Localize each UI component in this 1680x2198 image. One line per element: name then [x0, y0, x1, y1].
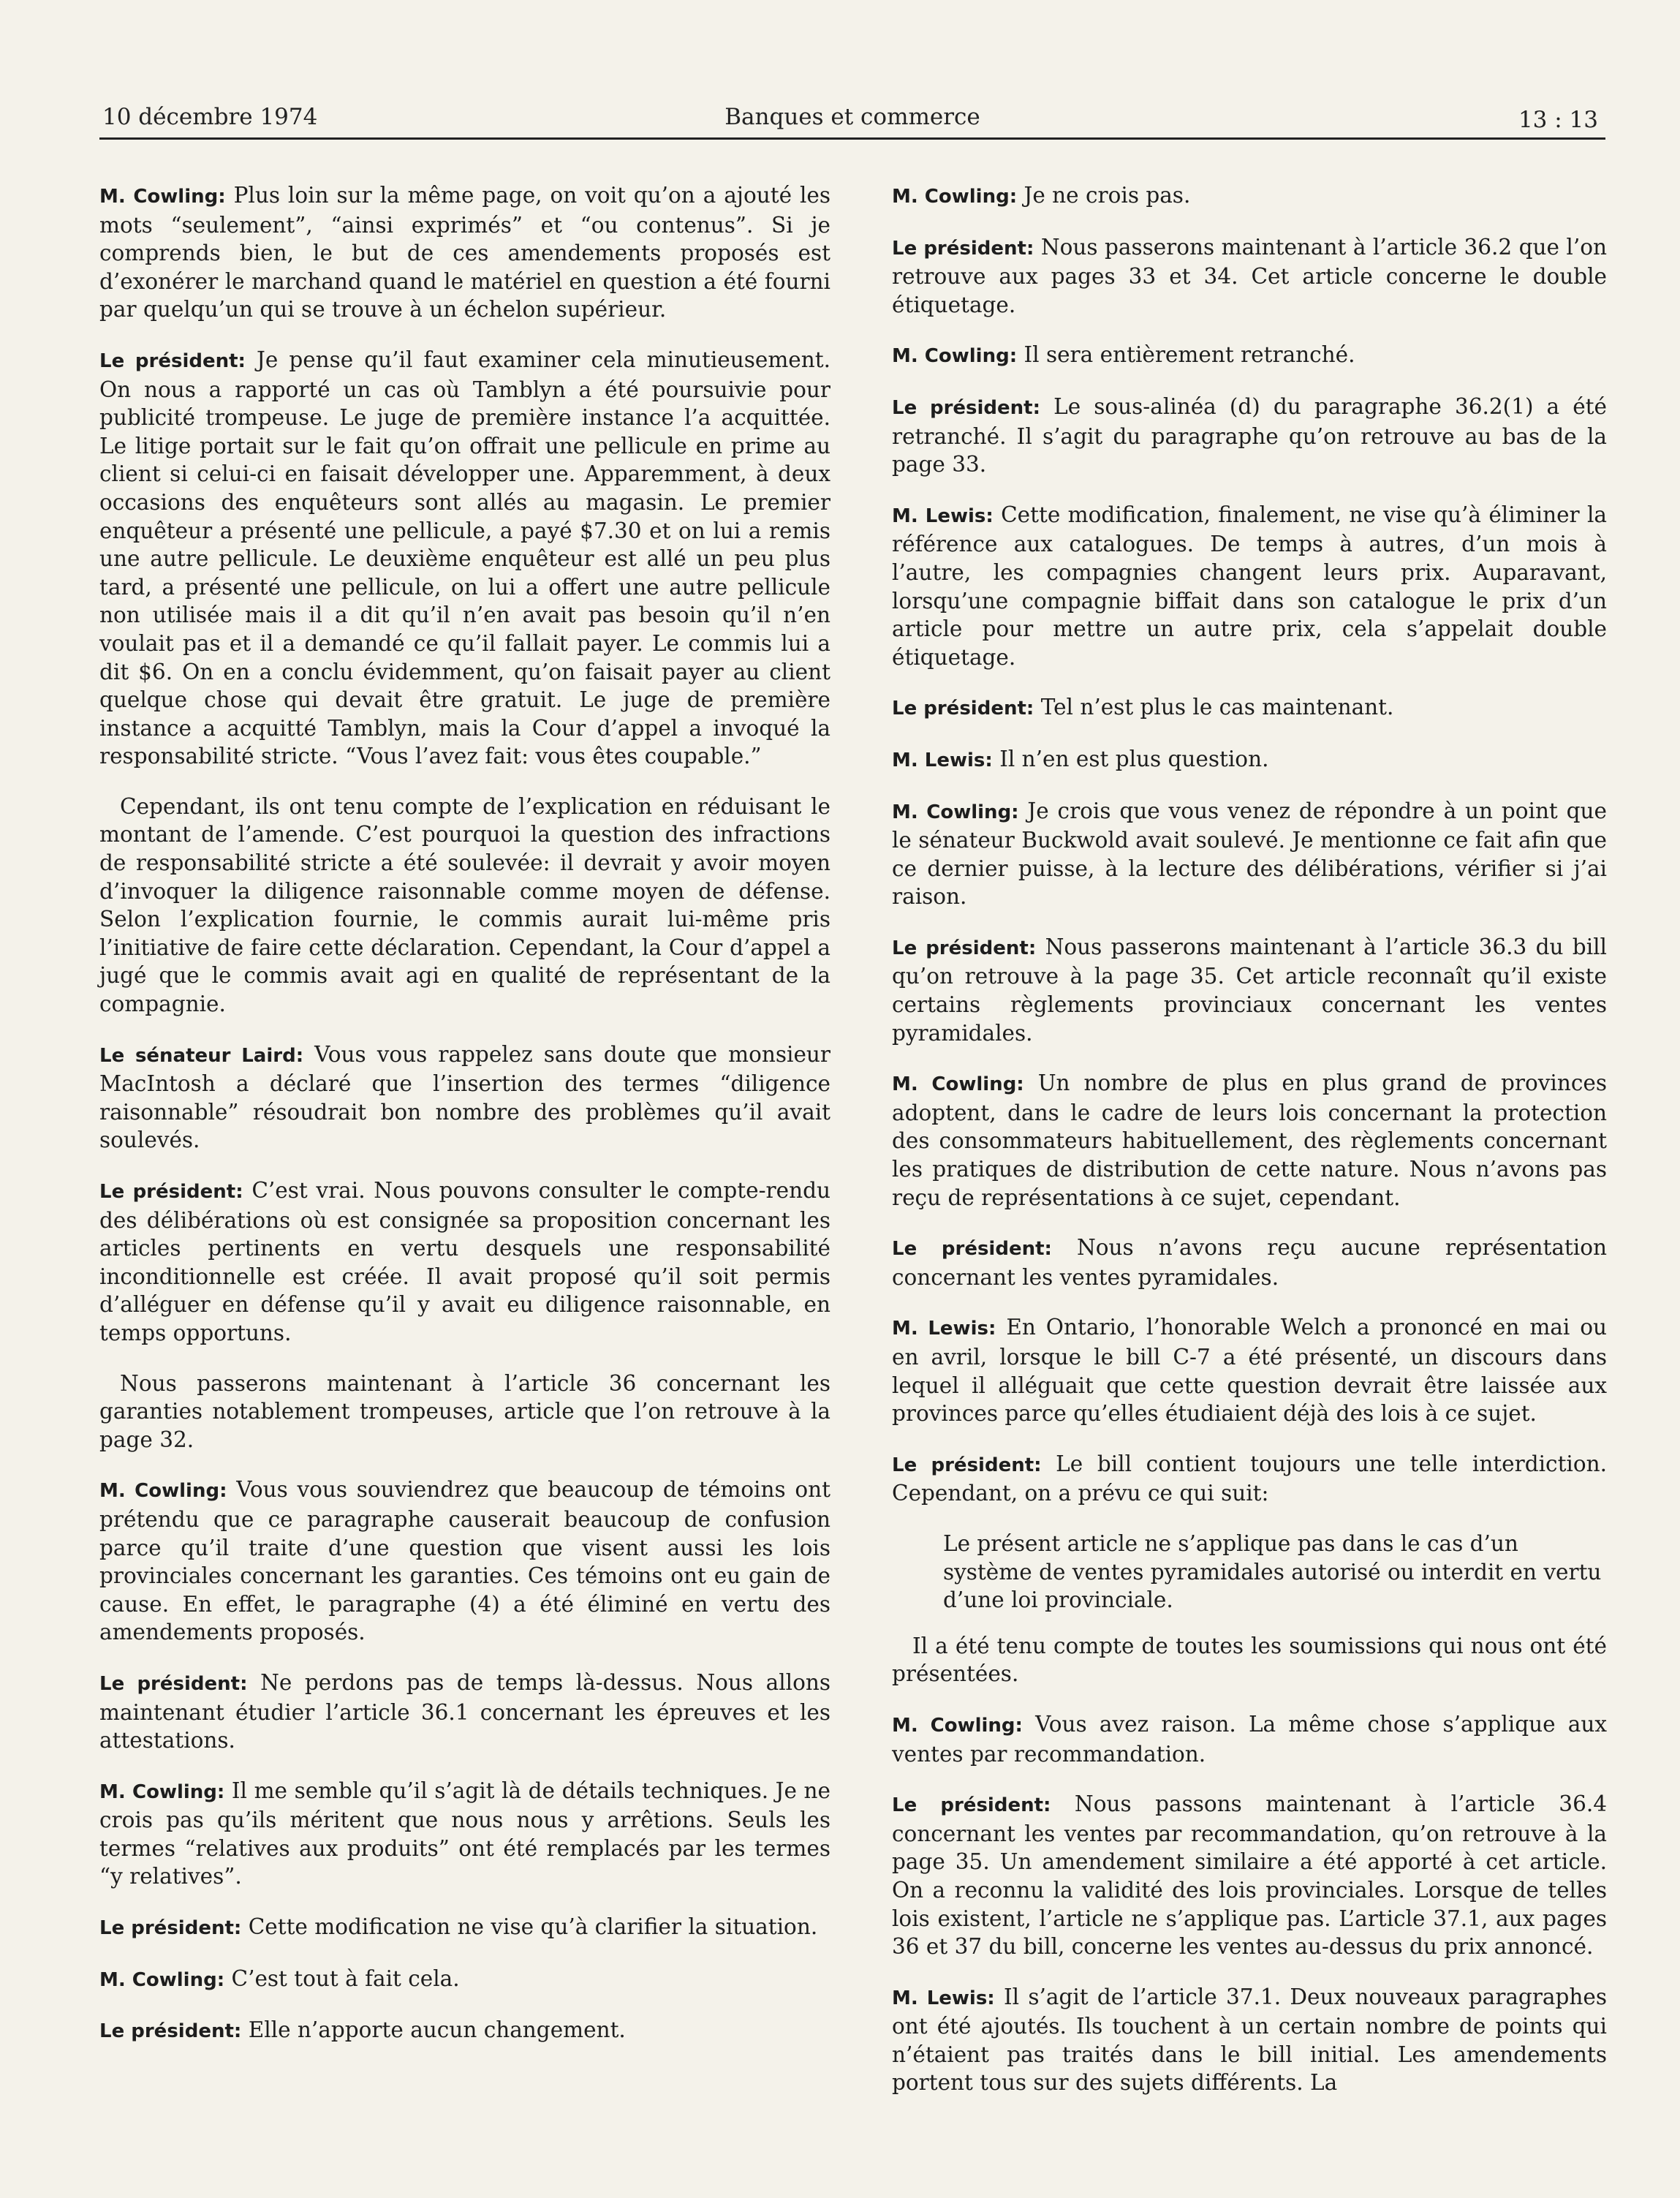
speech-text: Nous passerons maintenant à l’article 36.3 du bill qu’on retrouve à la page 35. Cet article reconnaît qu’il existe certains règlements provinciaux concernant les ventes pyramidales. [892, 934, 1607, 1046]
speech-text: Ne perdons pas de temps là-dessus. Nous allons maintenant étudier l’article 36.1 concernant les épreuves et les attestations. [99, 1669, 830, 1753]
speech-text: Il a été tenu compte de toutes les soumissions qui nous ont été présentées. [892, 1633, 1607, 1687]
speaker-name: M. Lewis: [892, 505, 994, 527]
running-header [99, 104, 1605, 140]
transcript-paragraph [99, 2016, 830, 2046]
transcript-paragraph [892, 1710, 1607, 1768]
speaker-name: Le président: [99, 1672, 248, 1695]
speaker-name: Le président: [892, 1794, 1051, 1817]
speech-text: Je pense qu’il faut examiner cela minutieusement. On nous a rapporté un cas où Tamblyn a été poursuivie pour publicité trompeuse. Le juge de première instance l’a acquittée. Le litige portait sur le fait qu’on offrait une pellicule en prime au client si celui-ci en faisait développer une. Apparemment, à deux occasions des enquêteurs sont allés au magasin. Le premier enquêteur a présenté une pellicule, a payé $7.30 et on lui a remis une autre pellicule. Le deuxième enquêteur est allé un peu plus tard, a présenté une pellicule, on lui a offert une autre pellicule non utilisée mais il a dit qu’il n’en avait pas besoin qu’il n’en voulait pas et il a demandé ce qu’il fallait payer. Le commis lui a dit $6. On en a conclu évidemment, qu’on faisait payer au client quelque chose qui devait être gratuit. Le juge de première instance a acquitté Tamblyn, mais la Cour d’appel a invoqué la responsabilité stricte. “Vous l’avez fait: vous êtes coupable.” [99, 347, 830, 769]
speech-text: C’est vrai. Nous pouvons consulter le compte-rendu des délibérations où est consignée sa proposition concernant les articles pertinents en vertu desquels une responsabilité inconditionnelle est créée. Il avait proposé qu’il soit permis d’alléguer en défense qu’il y avait eu diligence raisonnable, en temps opportuns. [99, 1178, 830, 1345]
speaker-name: Le président: [892, 1454, 1042, 1476]
speech-text: Il me semble qu’il s’agit là de détails techniques. Je ne crois pas qu’ils méritent que nous nous y arrêtions. Seuls les termes “relatives aux produits” ont été remplacés par les termes “y relatives”. [99, 1778, 830, 1889]
speech-text: Il s’agit de l’article 37.1. Deux nouveaux paragraphes ont été ajoutés. Ils touchent à un certain nombre de points qui n’étaient pas traités dans le bill initial. Les amendements portent tous sur des sujets différents. La [892, 1984, 1607, 2096]
transcript-paragraph [99, 1476, 830, 1647]
speech-text: Vous avez raison. La même chose s’applique aux ventes par recommandation. [892, 1711, 1608, 1767]
quoted-provision: Le présent article ne s’applique pas dans le cas d’un système de ventes pyramidales autorisé ou interdit en vertu d’une loi provinciale. [943, 1530, 1602, 1613]
transcript-paragraph [892, 233, 1607, 320]
speech-text: Cependant, ils ont tenu compte de l’explication en réduisant le montant de l’amende. C’est pourquoi la question des infractions de responsabilité stricte a été soulevée: il devrait y avoir moyen d’invoquer la diligence raisonnable comme moyen de défense. Selon l’explication fournie, le commis aurait lui-même pris l’initiative de faire cette déclaration. Cependant, la Cour d’appel a jugé que le commis avait agi en qualité de représentant de la compagnie. [99, 793, 830, 1017]
speech-text: Il n’en est plus question. [999, 746, 1269, 771]
speaker-name: M. Cowling: [99, 1480, 227, 1503]
header-date: 10 décembre 1974 [102, 104, 318, 130]
speech-text: Nous n’avons reçu aucune représentation concernant les ventes pyramidales. [892, 1235, 1607, 1290]
right-column [892, 181, 1607, 2119]
speech-text: Un nombre de plus en plus grand de provinces adoptent, dans le cadre de leurs lois concernant la protection des consommateurs habituellement, des règlements concernant les pratiques de distribution de cette nature. Nous n’avons pas reçu de représentations à ce sujet, cependant. [892, 1070, 1607, 1210]
transcript-paragraph [892, 501, 1607, 672]
speaker-name: Le président: [99, 2020, 242, 2043]
transcript-paragraph [99, 346, 830, 771]
speaker-name: Le président: [99, 1917, 242, 1940]
speech-text: Cette modification, finalement, ne vise qu’à éliminer la référence aux catalogues. De temps à autres, d’un mois à l’autre, les compagnies changent leurs prix. Auparavant, lorsqu’une compagnie biffait dans son catalogue le prix d’un article pour mettre un autre prix, cela s’appelait double étiquetage. [892, 502, 1607, 670]
transcript-paragraph [892, 1450, 1607, 1508]
transcript-paragraph [99, 1965, 830, 1995]
transcript-paragraph [99, 181, 830, 324]
transcript-paragraph [99, 793, 830, 1019]
speaker-name: Le président: [892, 698, 1034, 720]
transcript-paragraph [99, 1370, 830, 1454]
speech-text: Le bill contient toujours une telle interdiction. Cependant, on a prévu ce qui suit: [892, 1451, 1607, 1506]
transcript-paragraph [892, 933, 1607, 1047]
transcript-paragraph [892, 1983, 1607, 2097]
transcript-paragraph [892, 341, 1607, 371]
speech-text: C’est tout à fait cela. [231, 1965, 460, 1991]
speech-text: Je crois que vous venez de répondre à un point que le sénateur Buckwold avait soulevé. Je mentionne ce fait afin que ce dernier puisse, à la lecture des délibérations, vérifier si j’ai raison. [892, 798, 1607, 910]
transcript-paragraph [892, 1234, 1607, 1291]
speech-text: Le sous-alinéa (d) du paragraphe 36.2(1) a été retranché. Il s’agit du paragraphe qu’on retrouve au bas de la page 33. [892, 393, 1607, 477]
speaker-name: M. Cowling: [99, 1780, 225, 1803]
transcript-paragraph [99, 1041, 830, 1155]
speech-text: Nous passons maintenant à l’article 36.4 concernant les ventes par recommandation, qu’on retrouve à la page 35. Un amendement similaire a été apporté à cet article. On a reconnu la validité des lois provinciales. Lorsque de telles lois existent, l’article ne s’applique pas. L’article 37.1, aux pages 36 et 37 du bill, concerne les ventes au-dessus du prix annoncé. [892, 1791, 1607, 1960]
speaker-name: Le président: [99, 1181, 243, 1203]
speaker-name: Le président: [892, 396, 1041, 419]
transcript-paragraph [892, 745, 1607, 775]
speaker-name: M. Lewis: [892, 1318, 996, 1340]
left-column [99, 181, 830, 2068]
speech-text: Elle n’apporte aucun changement. [248, 2017, 626, 2043]
speaker-name: M. Lewis: [892, 1987, 995, 2009]
header-page-number: 13 : 13 [1518, 107, 1598, 133]
transcript-paragraph [99, 1777, 830, 1891]
transcript-paragraph [892, 693, 1607, 723]
header-title: Banques et commerce [724, 104, 980, 130]
speech-text: Vous vous rappelez sans doute que monsieur MacIntosh a déclaré que l’insertion des termes “diligence raisonnable” résoudrait bon nombre des problèmes qu’il avait soulevés. [99, 1041, 830, 1153]
speaker-name: M. Cowling: [99, 1968, 225, 1991]
speaker-name: Le président: [99, 350, 246, 372]
speech-text: Il sera entièrement retranché. [1023, 342, 1355, 368]
transcript-paragraph [892, 797, 1607, 911]
speaker-name: M. Cowling: [892, 345, 1018, 368]
transcript-paragraph [99, 1669, 830, 1755]
speech-text: Nous passerons maintenant à l’article 36 concernant les garanties notablement trompeuses, article que l’on retrouve à la page 32. [99, 1370, 830, 1452]
transcript-paragraph [892, 1632, 1607, 1688]
speech-text: En Ontario, l’honorable Welch a prononcé en mai ou en avril, lorsque le bill C-7 a été présenté, un discours dans lequel il alléguait que cette question devrait être laissée aux provinces parce qu’elles étudiaient déjà des lois à ce sujet. [892, 1315, 1608, 1427]
transcript-paragraph [892, 1313, 1607, 1427]
transcript-paragraph [892, 181, 1607, 211]
speech-text: Cette modification ne vise qu’à clarifier la situation. [248, 1914, 818, 1940]
speaker-name: Le sénateur Laird: [99, 1044, 304, 1067]
speaker-name: Le président: [892, 237, 1034, 260]
speech-text: Je ne crois pas. [1023, 183, 1191, 208]
speaker-name: M. Cowling: [892, 801, 1019, 823]
speaker-name: M. Cowling: [892, 1714, 1023, 1737]
speech-text: Nous passerons maintenant à l’article 36.2 que l’on retrouve aux pages 33 et 34. Cet article concerne le double étiquetage. [892, 234, 1607, 317]
speech-text: Tel n’est plus le cas maintenant. [1040, 695, 1394, 720]
speaker-name: M. Cowling: [892, 186, 1018, 208]
transcript-paragraph [892, 393, 1607, 479]
speaker-name: Le président: [892, 937, 1037, 959]
transcript-paragraph [99, 1913, 830, 1943]
speaker-name: M. Lewis: [892, 749, 993, 771]
speaker-name: Le président: [892, 1238, 1052, 1261]
transcript-paragraph [892, 1790, 1607, 1961]
speaker-name: M. Cowling: [99, 186, 226, 208]
transcript-paragraph [99, 1177, 830, 1348]
speech-text: Vous vous souviendrez que beaucoup de témoins ont prétendu que ce paragraphe causerait beaucoup de confusion parce qu’il traite d’une question que visent aussi les lois provinciales concernant les garanties. Ces témoins ont eu gain de cause. En effet, le paragraphe (4) a été éliminé en vertu des amendements proposés. [99, 1477, 830, 1645]
speaker-name: M. Cowling: [892, 1073, 1024, 1096]
speech-text: Plus loin sur la même page, on voit qu’on a ajouté les mots “seulement”, “ainsi exprimés” et “ou contenus”. Si je comprends bien, le but de ces amendements proposés est d’exonérer le marchand quand le matériel en question a été fourni par quelqu’un qui se trouve à un échelon supérieur. [99, 183, 830, 322]
transcript-paragraph [892, 1069, 1607, 1212]
